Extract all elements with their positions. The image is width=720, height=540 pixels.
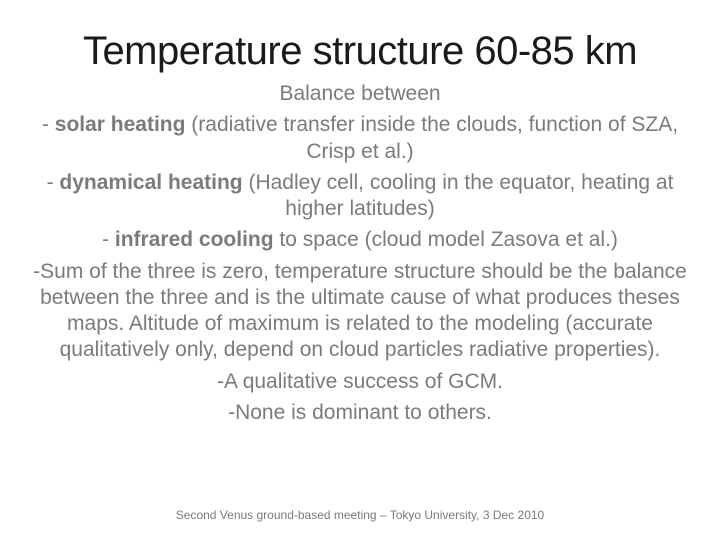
- bullet-dynamical-heating: [18, 170, 702, 223]
- paragraph-sum-of-three: -Sum of the three is zero, temperature structure should be the balance between the three and is the ultimate cause of what produces theses maps. Altitude of maximum is related to the modeling (accurate qualitatively only, depend on cloud particles radiative properties).: [33, 259, 687, 362]
- subtitle: Balance between: [279, 82, 441, 105]
- bullet-prefix: -: [46, 170, 60, 194]
- paragraph-none-dominant: -None is dominant to others.: [228, 400, 492, 424]
- bullet-solar-heating: [18, 112, 702, 165]
- bullet-text: (Hadley cell, cooling in the equator, heating at higher latitudes): [242, 170, 674, 220]
- bullet-term-bold: solar heating: [54, 113, 186, 137]
- slide-footer: Second Venus ground-based meeting – Tokyo University, 3 Dec 2010: [175, 508, 545, 522]
- bullet-term-bold: dynamical heating: [59, 170, 243, 194]
- bullet-prefix: -: [41, 113, 55, 137]
- bullet-text: (radiative transfer inside the clouds, function of SZA, Crisp et al.): [185, 113, 679, 163]
- slide-body-text: [18, 81, 702, 426]
- paragraph-qualitative-success: -A qualitative success of GCM.: [217, 369, 503, 393]
- bullet-term-bold: infrared cooling: [114, 228, 274, 252]
- bullet-infrared-cooling: [18, 227, 702, 253]
- bullet-prefix: -: [102, 228, 115, 252]
- slide-title: Temperature structure 60-85 km: [82, 29, 638, 73]
- bullet-text: to space (cloud model Zasova et al.): [273, 228, 618, 252]
